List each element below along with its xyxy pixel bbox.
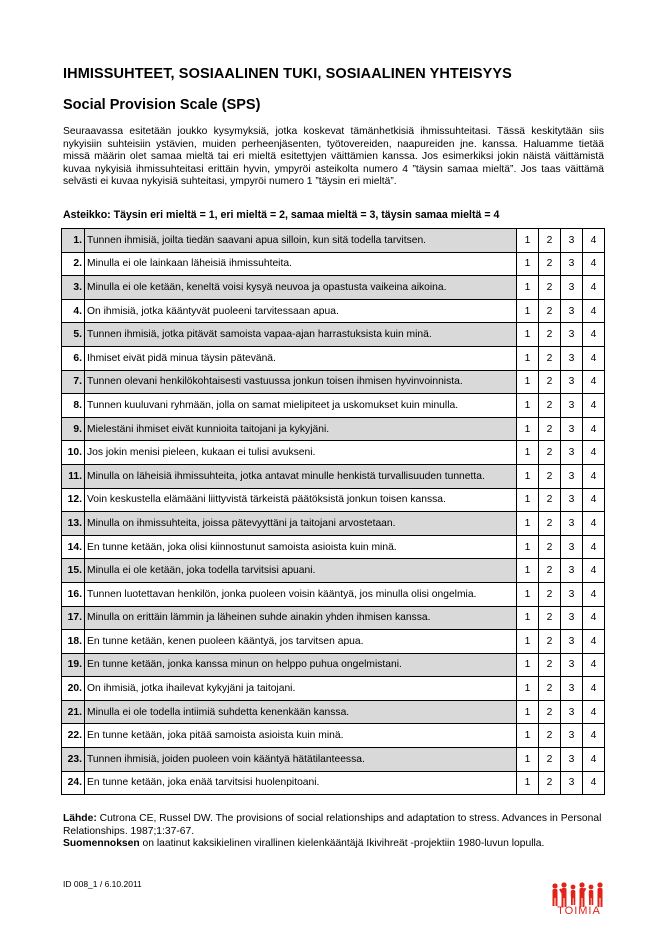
- question-number: 6.: [62, 346, 85, 370]
- question-number: 23.: [62, 748, 85, 772]
- answer-option-1[interactable]: 1: [517, 276, 539, 300]
- question-number: 8.: [62, 394, 85, 418]
- intro-paragraph: Seuraavassa esitetään joukko kysymyksiä, jotka koskevat tämänhetkisiä ihmissuhteitasi. Tässä keskitytään siis nykyisiin suhteisiin ystävien, muiden perheenjäsenten, työtovereiden, naapureiden jne. kanssa. Haluamme tietää missä määrin olet samaa mieltä tai eri mieltä esitettyjen väittämien kanssa. Jos esimerkiksi jokin näistä väittämistä kuvaa nykyisiä ihmissuhteitasi erittäin hyvin, ympyröi asteikolta numero 4 ”täysin samaa mieltä”. Jos taas väittämä selvästi ei kuvaa nykyisiä suhteitasi, ympyröi numero 1 ”täysin eri mieltä”.: [63, 126, 604, 188]
- answer-option-2[interactable]: 2: [539, 700, 561, 724]
- answer-option-2[interactable]: 2: [539, 417, 561, 441]
- answer-option-2[interactable]: 2: [539, 370, 561, 394]
- answer-option-2[interactable]: 2: [539, 276, 561, 300]
- answer-option-2[interactable]: 2: [539, 229, 561, 253]
- answer-option-4[interactable]: 4: [583, 394, 605, 418]
- answer-option-1[interactable]: 1: [517, 346, 539, 370]
- question-number: 1.: [62, 229, 85, 253]
- answer-option-1[interactable]: 1: [517, 394, 539, 418]
- answer-option-3[interactable]: 3: [561, 700, 583, 724]
- answer-option-4[interactable]: 4: [583, 606, 605, 630]
- answer-option-1[interactable]: 1: [517, 559, 539, 583]
- answer-option-3[interactable]: 3: [561, 276, 583, 300]
- question-number: 2.: [62, 252, 85, 276]
- question-row: [62, 512, 605, 536]
- answer-option-4[interactable]: 4: [583, 346, 605, 370]
- source-label: Lähde:: [63, 813, 97, 824]
- answer-option-2[interactable]: 2: [539, 299, 561, 323]
- question-statement: En tunne ketään, joka enää tarvitsisi huolenpitoani.: [85, 771, 517, 795]
- question-statement: Tunnen ihmisiä, joiden puoleen voin kääntyä hätätilanteessa.: [85, 748, 517, 772]
- question-number: 20.: [62, 677, 85, 701]
- answer-option-1[interactable]: 1: [517, 417, 539, 441]
- answer-option-2[interactable]: 2: [539, 535, 561, 559]
- answer-option-2[interactable]: 2: [539, 630, 561, 654]
- answer-option-4[interactable]: 4: [583, 252, 605, 276]
- answer-option-3[interactable]: 3: [561, 464, 583, 488]
- question-statement: Voin keskustella elämääni liittyvistä tärkeistä päätöksistä jonkun toisen kanssa.: [85, 488, 517, 512]
- question-statement: Minulla on ihmissuhteita, joissa pätevyyttäni ja taitojani arvostetaan.: [85, 512, 517, 536]
- answer-option-2[interactable]: 2: [539, 748, 561, 772]
- answer-option-1[interactable]: 1: [517, 323, 539, 347]
- answer-option-2[interactable]: 2: [539, 582, 561, 606]
- answer-option-1[interactable]: 1: [517, 724, 539, 748]
- question-number: 5.: [62, 323, 85, 347]
- answer-option-3[interactable]: 3: [561, 323, 583, 347]
- answer-option-3[interactable]: 3: [561, 771, 583, 795]
- question-statement: Minulla ei ole ketään, joka todella tarvitsisi apuani.: [85, 559, 517, 583]
- answer-option-3[interactable]: 3: [561, 441, 583, 465]
- answer-option-4[interactable]: 4: [583, 299, 605, 323]
- question-number: 21.: [62, 700, 85, 724]
- question-statement: Tunnen ihmisiä, joilta tiedän saavani apua silloin, kun sitä todella tarvitsen.: [85, 229, 517, 253]
- translation-text: on laatinut kaksikielinen virallinen kielenkääntäjä Ikivihreät -projektiin 1980-luvun lopulla.: [142, 838, 545, 850]
- question-row: [62, 394, 605, 418]
- answer-option-3[interactable]: 3: [561, 535, 583, 559]
- questionnaire-table: [61, 228, 605, 795]
- answer-option-1[interactable]: 1: [517, 441, 539, 465]
- answer-option-4[interactable]: 4: [583, 653, 605, 677]
- answer-option-4[interactable]: 4: [583, 724, 605, 748]
- answer-option-4[interactable]: 4: [583, 677, 605, 701]
- answer-option-2[interactable]: 2: [539, 653, 561, 677]
- source-reference: [63, 813, 608, 838]
- question-row: [62, 370, 605, 394]
- answer-option-2[interactable]: 2: [539, 394, 561, 418]
- answer-option-2[interactable]: 2: [539, 559, 561, 583]
- question-number: 3.: [62, 276, 85, 300]
- question-number: 7.: [62, 370, 85, 394]
- question-number: 24.: [62, 771, 85, 795]
- scale-name: Social Provision Scale (SPS): [63, 97, 261, 113]
- answer-option-3[interactable]: 3: [561, 299, 583, 323]
- answer-option-4[interactable]: 4: [583, 370, 605, 394]
- answer-option-3[interactable]: 3: [561, 630, 583, 654]
- answer-option-1[interactable]: 1: [517, 582, 539, 606]
- answer-option-4[interactable]: 4: [583, 417, 605, 441]
- question-statement: Minulla on erittäin lämmin ja läheinen suhde ainakin yhden ihmisen kanssa.: [85, 606, 517, 630]
- question-statement: En tunne ketään, kenen puoleen kääntyä, jos tarvitsen apua.: [85, 630, 517, 654]
- question-row: [62, 417, 605, 441]
- answer-option-4[interactable]: 4: [583, 748, 605, 772]
- answer-option-3[interactable]: 3: [561, 488, 583, 512]
- question-number: 18.: [62, 630, 85, 654]
- answer-option-3[interactable]: 3: [561, 370, 583, 394]
- question-row: [62, 464, 605, 488]
- question-statement: Ihmiset eivät pidä minua täysin pätevänä.: [85, 346, 517, 370]
- answer-option-4[interactable]: 4: [583, 441, 605, 465]
- question-row: [62, 653, 605, 677]
- question-statement: On ihmisiä, jotka ihailevat kykyjäni ja taitojani.: [85, 677, 517, 701]
- answer-option-4[interactable]: 4: [583, 771, 605, 795]
- answer-option-1[interactable]: 1: [517, 512, 539, 536]
- answer-option-3[interactable]: 3: [561, 417, 583, 441]
- question-row: [62, 229, 605, 253]
- answer-option-1[interactable]: 1: [517, 488, 539, 512]
- answer-option-2[interactable]: 2: [539, 677, 561, 701]
- answer-option-4[interactable]: 4: [583, 229, 605, 253]
- question-row: [62, 724, 605, 748]
- answer-option-1[interactable]: 1: [517, 252, 539, 276]
- question-number: 11.: [62, 464, 85, 488]
- answer-option-4[interactable]: 4: [583, 535, 605, 559]
- question-number: 16.: [62, 582, 85, 606]
- answer-option-3[interactable]: 3: [561, 252, 583, 276]
- answer-option-2[interactable]: 2: [539, 252, 561, 276]
- question-statement: Tunnen kuuluvani ryhmään, jolla on samat mielipiteet ja uskomukset kuin minulla.: [85, 394, 517, 418]
- question-number: 10.: [62, 441, 85, 465]
- question-statement: Minulla on läheisiä ihmissuhteita, jotka antavat minulle henkistä turvallisuuden tunnetta.: [85, 464, 517, 488]
- question-number: 12.: [62, 488, 85, 512]
- question-statement: En tunne ketään, joka olisi kiinnostunut samoista asioista kuin minä.: [85, 535, 517, 559]
- answer-option-4[interactable]: 4: [583, 276, 605, 300]
- question-number: 9.: [62, 417, 85, 441]
- question-number: 19.: [62, 653, 85, 677]
- answer-option-1[interactable]: 1: [517, 748, 539, 772]
- question-row: [62, 582, 605, 606]
- question-row: [62, 559, 605, 583]
- answer-option-1[interactable]: 1: [517, 229, 539, 253]
- question-row: [62, 441, 605, 465]
- answer-option-4[interactable]: 4: [583, 464, 605, 488]
- answer-option-3[interactable]: 3: [561, 724, 583, 748]
- answer-option-3[interactable]: 3: [561, 582, 583, 606]
- question-row: [62, 771, 605, 795]
- answer-option-4[interactable]: 4: [583, 582, 605, 606]
- question-row: [62, 748, 605, 772]
- answer-option-2[interactable]: 2: [539, 512, 561, 536]
- question-statement: Jos jokin menisi pieleen, kukaan ei tulisi avukseni.: [85, 441, 517, 465]
- answer-option-3[interactable]: 3: [561, 653, 583, 677]
- question-number: 14.: [62, 535, 85, 559]
- question-row: [62, 630, 605, 654]
- answer-option-2[interactable]: 2: [539, 323, 561, 347]
- answer-option-3[interactable]: 3: [561, 346, 583, 370]
- answer-option-3[interactable]: 3: [561, 559, 583, 583]
- answer-option-1[interactable]: 1: [517, 653, 539, 677]
- answer-option-1[interactable]: 1: [517, 677, 539, 701]
- answer-option-4[interactable]: 4: [583, 559, 605, 583]
- references: [63, 813, 608, 851]
- answer-option-1[interactable]: 1: [517, 464, 539, 488]
- question-row: [62, 323, 605, 347]
- question-statement: Tunnen olevani henkilökohtaisesti vastuussa jonkun toisen ihmisen hyvinvoinnista.: [85, 370, 517, 394]
- question-row: [62, 488, 605, 512]
- answer-option-4[interactable]: 4: [583, 323, 605, 347]
- answer-option-4[interactable]: 4: [583, 512, 605, 536]
- answer-option-1[interactable]: 1: [517, 630, 539, 654]
- answer-option-3[interactable]: 3: [561, 512, 583, 536]
- question-statement: En tunne ketään, joka pitää samoista asioista kuin minä.: [85, 724, 517, 748]
- question-row: [62, 276, 605, 300]
- question-statement: En tunne ketään, jonka kanssa minun on helppo puhua ongelmistani.: [85, 653, 517, 677]
- answer-option-1[interactable]: 1: [517, 370, 539, 394]
- question-number: 13.: [62, 512, 85, 536]
- logo-wordmark: TOIMIA: [557, 905, 601, 917]
- answer-option-1[interactable]: 1: [517, 700, 539, 724]
- question-row: [62, 252, 605, 276]
- question-statement: Mielestäni ihmiset eivät kunnioita taitojani ja kykyjäni.: [85, 417, 517, 441]
- answer-option-2[interactable]: 2: [539, 724, 561, 748]
- translation-label: Suomennoksen: [63, 838, 140, 850]
- question-row: [62, 535, 605, 559]
- question-statement: Tunnen luotettavan henkilön, jonka puoleen voisin kääntyä, jos minulla olisi ongelmia.: [85, 582, 517, 606]
- question-row: [62, 299, 605, 323]
- question-row: [62, 346, 605, 370]
- document-id: ID 008_1 / 6.10.2011: [63, 879, 142, 889]
- question-statement: Minulla ei ole lainkaan läheisiä ihmissuhteita.: [85, 252, 517, 276]
- answer-option-2[interactable]: 2: [539, 346, 561, 370]
- question-row: [62, 606, 605, 630]
- question-row: [62, 700, 605, 724]
- answer-option-4[interactable]: 4: [583, 630, 605, 654]
- answer-option-1[interactable]: 1: [517, 771, 539, 795]
- question-number: 4.: [62, 299, 85, 323]
- answer-option-2[interactable]: 2: [539, 441, 561, 465]
- answer-option-3[interactable]: 3: [561, 677, 583, 701]
- answer-option-1[interactable]: 1: [517, 299, 539, 323]
- scale-legend: Asteikko: Täysin eri mieltä = 1, eri mieltä = 2, samaa mieltä = 3, täysin samaa mieltä = 4: [63, 209, 500, 221]
- translation-note: [63, 838, 608, 851]
- page-title: IHMISSUHTEET, SOSIAALINEN TUKI, SOSIAALINEN YHTEISYYS: [63, 66, 512, 82]
- question-number: 15.: [62, 559, 85, 583]
- answer-option-3[interactable]: 3: [561, 394, 583, 418]
- source-text: Cutrona CE, Russel DW. The provisions of social relationships and adaptation to stress. Advances in Personal Relationships. 1987;1:37-67.: [63, 813, 602, 837]
- answer-option-2[interactable]: 2: [539, 464, 561, 488]
- answer-option-4[interactable]: 4: [583, 488, 605, 512]
- question-row: [62, 677, 605, 701]
- answer-option-4[interactable]: 4: [583, 700, 605, 724]
- question-statement: On ihmisiä, jotka kääntyvät puoleeni tarvitessaan apua.: [85, 299, 517, 323]
- answer-option-3[interactable]: 3: [561, 748, 583, 772]
- answer-option-2[interactable]: 2: [539, 488, 561, 512]
- answer-option-2[interactable]: 2: [539, 771, 561, 795]
- answer-option-1[interactable]: 1: [517, 535, 539, 559]
- answer-option-3[interactable]: 3: [561, 229, 583, 253]
- question-statement: Minulla ei ole ketään, keneltä voisi kysyä neuvoa ja opastusta vaikeina aikoina.: [85, 276, 517, 300]
- question-statement: Tunnen ihmisiä, jotka pitävät samoista vapaa-ajan harrastuksista kuin minä.: [85, 323, 517, 347]
- question-number: 22.: [62, 724, 85, 748]
- answer-option-1[interactable]: 1: [517, 606, 539, 630]
- answer-option-3[interactable]: 3: [561, 606, 583, 630]
- question-number: 17.: [62, 606, 85, 630]
- answer-option-2[interactable]: 2: [539, 606, 561, 630]
- question-statement: Minulla ei ole todella intiimiä suhdetta kenenkään kanssa.: [85, 700, 517, 724]
